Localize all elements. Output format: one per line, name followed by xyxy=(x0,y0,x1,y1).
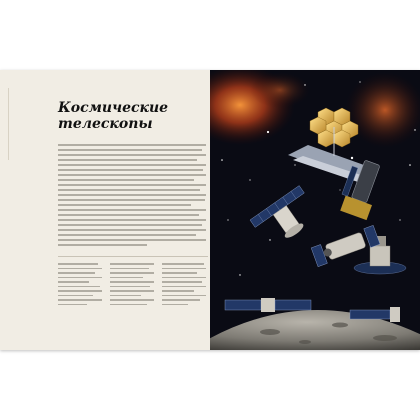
body-text xyxy=(58,144,206,246)
running-header xyxy=(8,88,19,160)
left-page xyxy=(0,70,210,350)
kepler-icon xyxy=(225,298,311,312)
page-title: Космические телескопы xyxy=(58,100,169,132)
figure-captions xyxy=(58,256,208,337)
space-illustration xyxy=(210,70,420,350)
book-spread xyxy=(0,70,420,350)
